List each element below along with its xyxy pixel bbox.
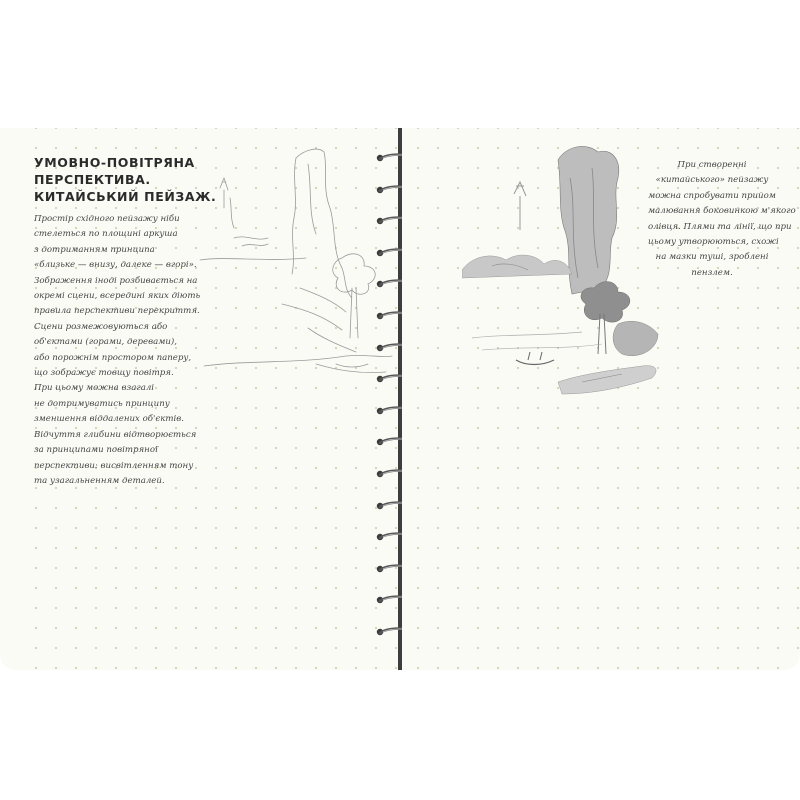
body-line: Сцени розмежовуються або [34,321,168,332]
body-line: правила перспективи перекриття. [34,306,200,317]
note-line: При створенні [677,160,747,170]
left-page [0,128,398,670]
pencil-landscape-sketch [196,138,396,378]
note-line: на мазки туші, зроблені [655,252,769,263]
body-line: Відчуття глибини відтворюється [34,429,197,440]
body-line: стелеться по площині аркуша [34,229,178,240]
note-line: олівця. Плями та лінії, що при [648,221,792,232]
notebook-spread [0,128,800,670]
title-line: КИТАЙСЬКИЙ ПЕЙЗАЖ. [34,189,217,204]
body-line: або порожнім простором паперу, [34,352,192,363]
body-line: за принципами повітряної [34,445,158,456]
body-line: «близьке — внизу, далеке — вгорі». [34,260,197,271]
note-line: пензлем. [691,267,733,278]
body-line: Простір східного пейзажу ніби [34,214,180,224]
body-line: Зображення іноді розбивається на [34,275,198,286]
body-line: окремі сцени, всередині яких діють [34,291,201,302]
note-line: цьому утворюються, схожі [648,237,779,248]
title-line: УМОВНО-ПОВІТРЯНА [34,155,195,170]
body-line: При цьому можна взагалі [34,383,155,394]
body-line: та узагальненням деталей. [34,475,165,486]
body-line: з дотриманням принципа [34,244,155,255]
note-line: «китайського» пейзажу [655,175,769,186]
body-text [34,212,201,489]
body-line: перспективи: висвітленням тону [34,460,194,471]
note-line: можна спробувати прийом [648,190,776,201]
note-line: малювання боковинкою м'якого [648,206,796,217]
right-page [402,128,800,670]
body-line: зменшення віддалених об'єктів. [34,414,184,425]
side-note [648,158,796,281]
body-line: об'єктами (горами, деревами), [34,337,177,348]
body-line: що зображує товщу повітря. [34,368,174,379]
title-line: ПЕРСПЕКТИВА. [34,172,151,187]
ink-landscape-sketch [462,138,662,418]
body-line: не дотримуватись принципу [34,398,170,409]
